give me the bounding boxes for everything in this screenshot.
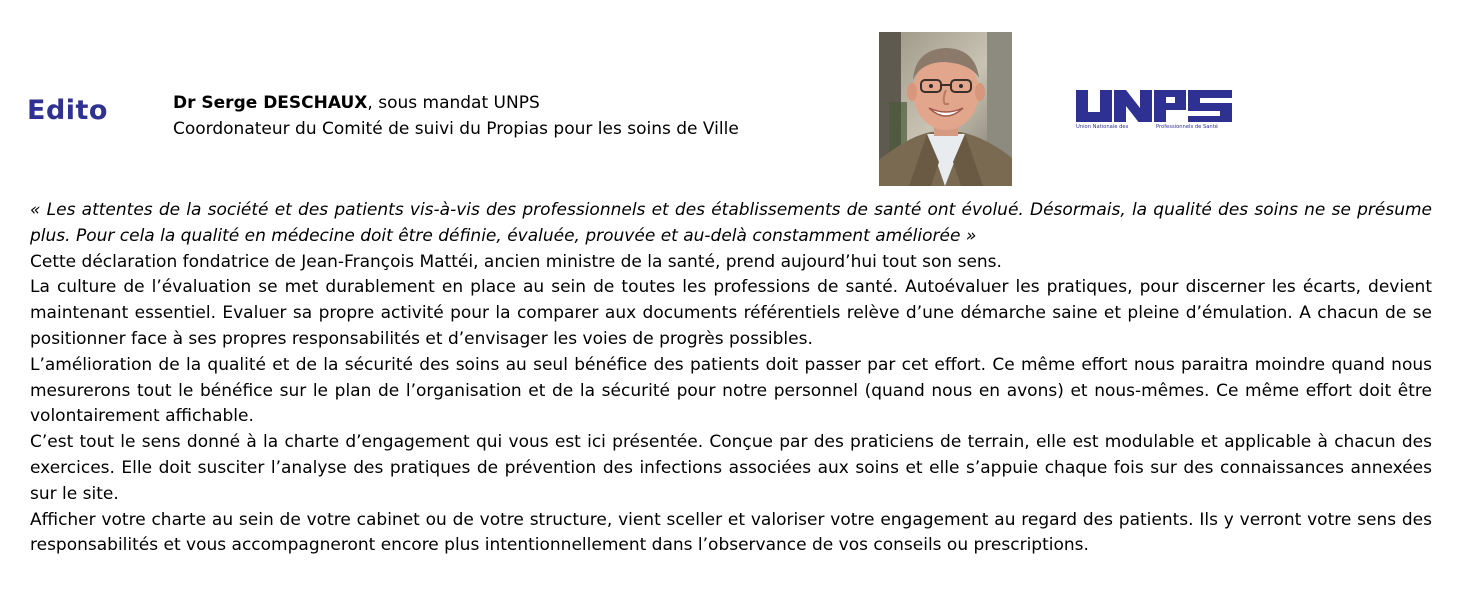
edito-paragraph: Cette déclaration fondatrice de Jean-François Mattéi, ancien ministre de la santé, prend aujourd’hui tout son sens.: [30, 251, 1002, 272]
edito-paragraph: La culture de l’évaluation se met durablement en place au sein de toutes les professions de santé. Autoévaluer les pratiques, pour discerner les écarts, devient maintenant essentiel. Evaluer sa propre activité pour la comparer aux documents référentiels relève d’une démarche saine et pleine d’émulation. A chacun de se positionner face à ses propres responsabilités et d’envisager les voies de progrès possibles.: [30, 277, 1432, 349]
edito-quote: « Les attentes de la société et des patients vis-à-vis des professionnels et des établissements de santé ont évolué. Désormais, la qualité des soins ne se présume plus. Pour cela la qualité en médecine doit être définie, évaluée, prouvée et au-delà constamment améliorée »: [30, 200, 1432, 246]
edito-content: [30, 198, 1432, 559]
author-mandate: , sous mandat UNPS: [367, 93, 540, 113]
edito-paragraph: Afficher votre charte au sein de votre cabinet ou de votre structure, vient sceller et valoriser votre engagement au regard des patients. Ils y verront votre sens des responsabilités et vous accompagneront encore plus intentionnellement dans l’observance de vos conseils ou prescriptions.: [30, 509, 1432, 556]
author-role: Coordonateur du Comité de suivi du Propias pour les soins de Ville: [173, 119, 739, 139]
author-line: [173, 90, 739, 116]
author-name: Dr Serge DESCHAUX: [173, 93, 368, 113]
author-block: [173, 90, 739, 142]
logo-tagline-right: Professionnels de Santé: [1156, 124, 1218, 130]
edito-paragraph: C’est tout le sens donné à la charte d’engagement qui vous est ici présentée. Conçue par des praticiens de terrain, elle est modulable et applicable à chacun des exercices. Elle doit susciter l’analyse des pratiques de prévention des infections associées aux soins et elle s’appuie chaque fois sur des connaissances annexées sur le site.: [30, 432, 1432, 504]
edito-paragraph: L’amélioration de la qualité et de la sécurité des soins au seul bénéfice des patients doit passer par cet effort. Ce même effort nous paraitra moindre quand nous mesurerons tout le bénéfice sur le plan de l’organisation et de la sécurité pour notre personnel (quand nous en avons) et nous-mêmes. Ce même effort doit être volontairement affichable.: [30, 354, 1432, 427]
section-title: Edito: [27, 95, 108, 126]
author-photo: [879, 32, 1012, 186]
unps-logo: [1074, 88, 1234, 134]
logo-tagline-left: Union Nationale des: [1076, 124, 1129, 130]
